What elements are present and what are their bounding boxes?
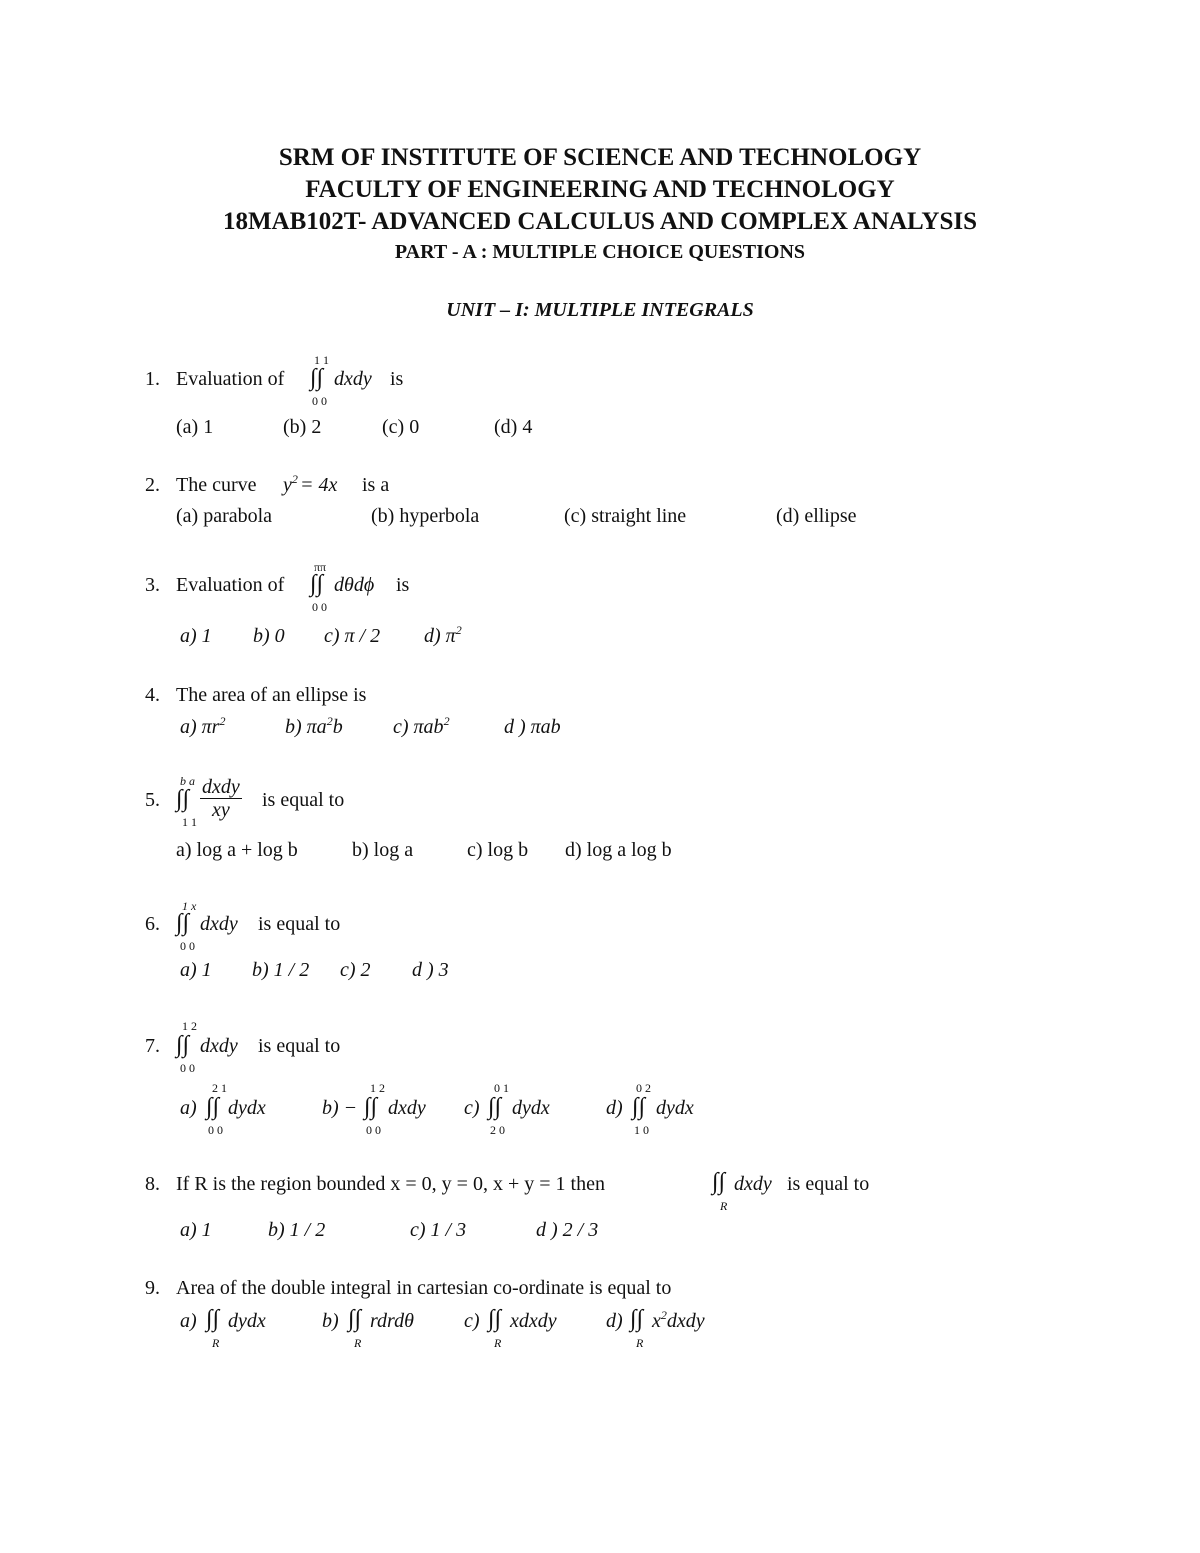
- option-d: d ) πab: [504, 716, 561, 738]
- double-integral-sign: ∫∫: [310, 365, 324, 391]
- region-label: R: [720, 1199, 728, 1213]
- question-text: The area of an ellipse is: [176, 684, 367, 706]
- double-integral-sign: ∫∫: [310, 571, 324, 597]
- option-d-label: d): [606, 1310, 623, 1332]
- fraction: [200, 776, 242, 821]
- question-tail: is equal to: [258, 913, 341, 935]
- option-a-integral: ∫∫: [206, 1306, 220, 1332]
- question-tail: is: [396, 574, 410, 596]
- question-number: 5.: [145, 789, 160, 811]
- option-d-integrand: dydx: [656, 1097, 694, 1119]
- upper-limits: 1 2: [182, 1019, 197, 1033]
- option-a-integrand: dydx: [228, 1310, 266, 1332]
- question-tail: is: [390, 368, 404, 390]
- option-b: b) 0: [253, 625, 285, 647]
- double-integral-sign: ∫∫: [176, 786, 190, 812]
- option-c: c) 1 / 3: [410, 1219, 467, 1241]
- course-title: 18MAB102T- ADVANCED CALCULUS AND COMPLEX ANALYSIS: [222, 208, 978, 235]
- question-text: Area of the double integral in cartesian co-ordinate is equal to: [176, 1277, 672, 1299]
- option-a-integrand: dydx: [228, 1097, 266, 1119]
- upper-limits: b a: [180, 774, 195, 788]
- option-a-integral: ∫∫: [206, 1094, 220, 1120]
- option-c: (c) 0: [382, 416, 420, 438]
- option-a: a) $\pi r^2$: [180, 714, 226, 738]
- question-number: 9.: [145, 1277, 160, 1299]
- question-number: 1.: [145, 368, 160, 390]
- option-c-region: R: [494, 1336, 502, 1350]
- numerator: dxdy: [202, 776, 240, 798]
- question-number: 4.: [145, 684, 160, 706]
- integrand: dxdy: [200, 913, 238, 935]
- institute-title: SRM OF INSTITUTE OF SCIENCE AND TECHNOLOGY: [278, 144, 922, 171]
- option-c-integral: ∫∫: [488, 1094, 502, 1120]
- question-number: 6.: [145, 913, 160, 935]
- option-c-lower: 2 0: [490, 1123, 505, 1137]
- option-d-label: d): [606, 1097, 623, 1119]
- question-tail: is equal to: [787, 1173, 870, 1195]
- integrand: dθdϕ: [334, 574, 375, 596]
- option-b: b) 1 / 2: [252, 959, 310, 981]
- option-d: d ) 2 / 3: [536, 1219, 599, 1241]
- option-a-lower: 0 0: [208, 1123, 223, 1137]
- double-integral-sign: ∫∫: [176, 1032, 190, 1058]
- option-b-label: b): [322, 1310, 339, 1332]
- option-b: b) 1 / 2: [268, 1219, 326, 1241]
- option-b: (b) hyperbola: [371, 505, 480, 527]
- option-b: (b) 2: [283, 416, 322, 438]
- option-d: (d) 4: [494, 416, 533, 438]
- option-b-integral: ∫∫: [348, 1306, 362, 1332]
- lower-limits: 0 0: [312, 394, 327, 408]
- question-text: The curve: [176, 474, 257, 496]
- option-b: b) log a: [352, 839, 414, 861]
- option-a-label: a): [180, 1097, 197, 1119]
- faculty-title: FACULTY OF ENGINEERING AND TECHNOLOGY: [305, 176, 895, 203]
- option-d: d) $\pi^2$: [424, 623, 462, 647]
- option-b-upper: 1 2: [370, 1081, 385, 1095]
- option-d-upper: 0 2: [636, 1081, 651, 1095]
- option-a: a) 1: [180, 1219, 212, 1241]
- question-tail: is equal to: [262, 789, 345, 811]
- option-d-region: R: [636, 1336, 644, 1350]
- option-c: c) πab$^2$: [393, 714, 450, 738]
- option-b: b) $\pi a^2b$: [285, 714, 343, 738]
- option-a: (a) parabola: [176, 505, 273, 527]
- denominator: xy: [212, 799, 230, 821]
- option-c-integrand: xdxdy: [510, 1310, 557, 1332]
- option-c-integrand: dydx: [512, 1097, 550, 1119]
- question-text: If R is the region bounded x = 0, y = 0, x + y = 1 then: [176, 1173, 605, 1195]
- option-b-integral: ∫∫: [364, 1094, 378, 1120]
- option-c: (c) straight line: [564, 505, 687, 527]
- question-tail: is equal to: [258, 1035, 341, 1057]
- option-c-integral: ∫∫: [488, 1306, 502, 1332]
- option-d: d) log a log b: [565, 839, 672, 861]
- lower-limits: 0 0: [180, 939, 195, 953]
- option-a-region: R: [212, 1336, 220, 1350]
- option-d: d ) 3: [412, 959, 449, 981]
- option-a: a) 1: [180, 625, 212, 647]
- lower-limits: 0 0: [180, 1061, 195, 1075]
- question-text: Evaluation of: [176, 574, 285, 596]
- option-a: a) 1: [180, 959, 212, 981]
- option-a-label: a): [180, 1310, 197, 1332]
- option-d-integrand: $x^2dxdy$: [652, 1308, 705, 1332]
- option-d: (d) ellipse: [776, 505, 857, 527]
- option-b-integrand: dxdy: [388, 1097, 426, 1119]
- option-c-upper: 0 1: [494, 1081, 509, 1095]
- double-integral-sign: ∫∫: [176, 910, 190, 936]
- option-c-label: c): [464, 1097, 480, 1119]
- part-title: PART - A : MULTIPLE CHOICE QUESTIONS: [394, 241, 806, 263]
- upper-limits: ππ: [314, 560, 327, 574]
- option-b-region: R: [354, 1336, 362, 1350]
- option-c: c) π / 2: [324, 625, 381, 647]
- curve-lhs: $y^2$: [283, 472, 298, 496]
- integrand: dxdy: [334, 368, 372, 390]
- upper-limits: 1 1: [314, 353, 329, 367]
- option-c: c) 2: [340, 959, 371, 981]
- lower-limits: 0 0: [312, 600, 327, 614]
- question-text: Evaluation of: [176, 368, 285, 390]
- option-d-integral: ∫∫: [632, 1094, 646, 1120]
- option-a: (a) 1: [176, 416, 214, 438]
- question-tail: is a: [362, 474, 390, 496]
- option-b-lower: 0 0: [366, 1123, 381, 1137]
- option-d-lower: 1 0: [634, 1123, 649, 1137]
- upper-limits: 1 x: [182, 899, 197, 913]
- double-integral-sign: ∫∫: [712, 1169, 726, 1195]
- question-number: 8.: [145, 1173, 160, 1195]
- lower-limits: 1 1: [182, 815, 197, 829]
- question-number: 3.: [145, 574, 160, 596]
- unit-title: UNIT – I: MULTIPLE INTEGRALS: [446, 299, 754, 321]
- option-d-integral: ∫∫: [630, 1306, 644, 1332]
- option-a-upper: 2 1: [212, 1081, 227, 1095]
- option-b-label: b) −: [322, 1097, 358, 1119]
- question-number: 2.: [145, 474, 160, 496]
- question-number: 7.: [145, 1035, 160, 1057]
- option-a: a) log a + log b: [176, 839, 298, 861]
- curve-rhs: = 4x: [300, 474, 338, 496]
- option-b-integrand: rdrdθ: [370, 1310, 414, 1332]
- integrand: dxdy: [734, 1173, 772, 1195]
- option-c: c) log b: [467, 839, 529, 861]
- option-c-label: c): [464, 1310, 480, 1332]
- integrand: dxdy: [200, 1035, 238, 1057]
